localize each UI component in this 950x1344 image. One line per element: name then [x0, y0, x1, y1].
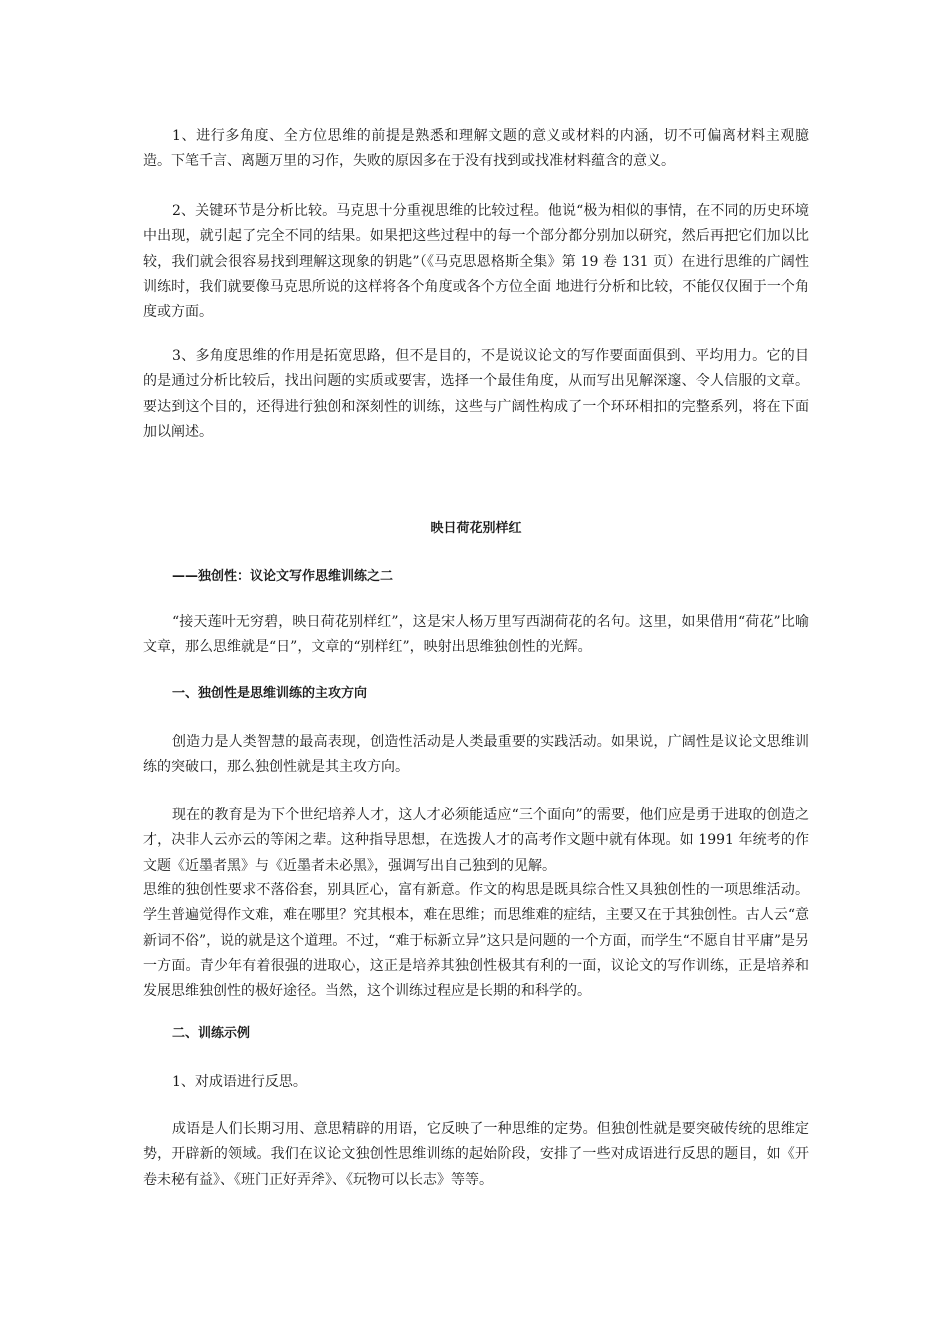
paragraph-3: 3、多角度思维的作用是拓宽思路，但不是目的，不是说议论文的写作要面面俱到、平均用力。它的目的是通过分析比较后，找出问题的实质或要害，选择一个最佳角度，从而写出见解深邃、令人信服的文章。要达到这个目的，还得进行独创和深刻性的训练，这些与广阔性构成了一个环环相扣的完整系列，将在下面加以阐述。 — [143, 348, 809, 440]
section-heading-2: 二、训练示例 — [172, 1026, 251, 1041]
section2-paragraph-1: 成语是人们长期习用、意思精辟的用语，它反映了一种思维的定势。但独创性就是要突破传统的思维定势，开辟新的领域。我们在议论文独创性思维训练的起始阶段，安排了一些对成语进行反思的题目，如《开卷未秘有益》、《班门正好弄斧》、《玩物可以长志》等等。 — [143, 1121, 809, 1188]
section1-paragraph-3: 思维的独创性要求不落俗套，别具匠心，富有新意。作文的构思是既具综合性又具独创性的一项思维活动。学生普遍觉得作文难，难在哪里？究其根本，难在思维；而思维难的症结，主要又在于其独创性。古人云“意新词不俗”，说的就是这个道理。不过，“难于标新立异”这只是问题的一个方面，而学生“不愿自甘平庸”是另一方面。青少年有着很强的进取心，这正是培养其独创性极其有利的一面，议论文的写作训练，正是培养和发展思维独创性的极好途径。当然，这个训练过程应是长期的和科学的。 — [143, 882, 809, 1000]
article-title: 映日荷花别样红 — [430, 521, 522, 536]
intro-paragraph: “接天莲叶无穷碧，映日荷花别样红”，这是宋人杨万里写西湖荷花的名句。这里，如果借用“荷花”比喻文章，那么思维就是“日”，文章的“别样红”，映射出思维独创性的光辉。 — [143, 614, 809, 656]
section1-paragraph-2: 现在的教育是为下个世纪培养人才，这人才必须能适应“三个面向”的需要，他们应是勇于进取的创造之才，决非人云亦云的等闲之辈。这种指导思想，在选拨人才的高考作文题中就有体现。如 1991 年统考的作文题《近墨者黑》与《近墨者未必黑》，强调写出自己独到的见解。 — [143, 807, 809, 874]
article-subtitle: ——独创性：议论文写作思维训练之二 — [172, 569, 394, 584]
paragraph-1: 1、进行多角度、全方位思维的前提是熟悉和理解文题的意义或材料的内涵，切不可偏离材料主观臆造。下笔千言、离题万里的习作，失败的原因多在于没有找到或找准材料蕴含的意义。 — [143, 128, 809, 170]
paragraph-2: 2、关键环节是分析比较。马克思十分重视思维的比较过程。他说“极为相似的事情，在不同的历史环境中出现，就引起了完全不同的结果。如果把这些过程中的每一个部分都分别加以研究，然后再把它们加以比较，我们就会很容易找到理解这现象的钥匙”（《马克思恩格斯全集》第 19 卷 131 页）在进行思维的广阔性训练时，我们就要像马克思所说的这样将各个角度或各个方位全面 地进行分析和比较，不能仅仅囿于一个角度或方面。 — [143, 203, 809, 321]
section1-paragraph-1: 创造力是人类智慧的最高表现，创造性活动是人类最重要的实践活动。如果说，广阔性是议论文思维训练的突破口，那么独创性就是其主攻方向。 — [143, 734, 809, 776]
section2-item-1: 1、对成语进行反思。 — [172, 1074, 307, 1090]
section-heading-1: 一、独创性是思维训练的主攻方向 — [172, 686, 368, 701]
